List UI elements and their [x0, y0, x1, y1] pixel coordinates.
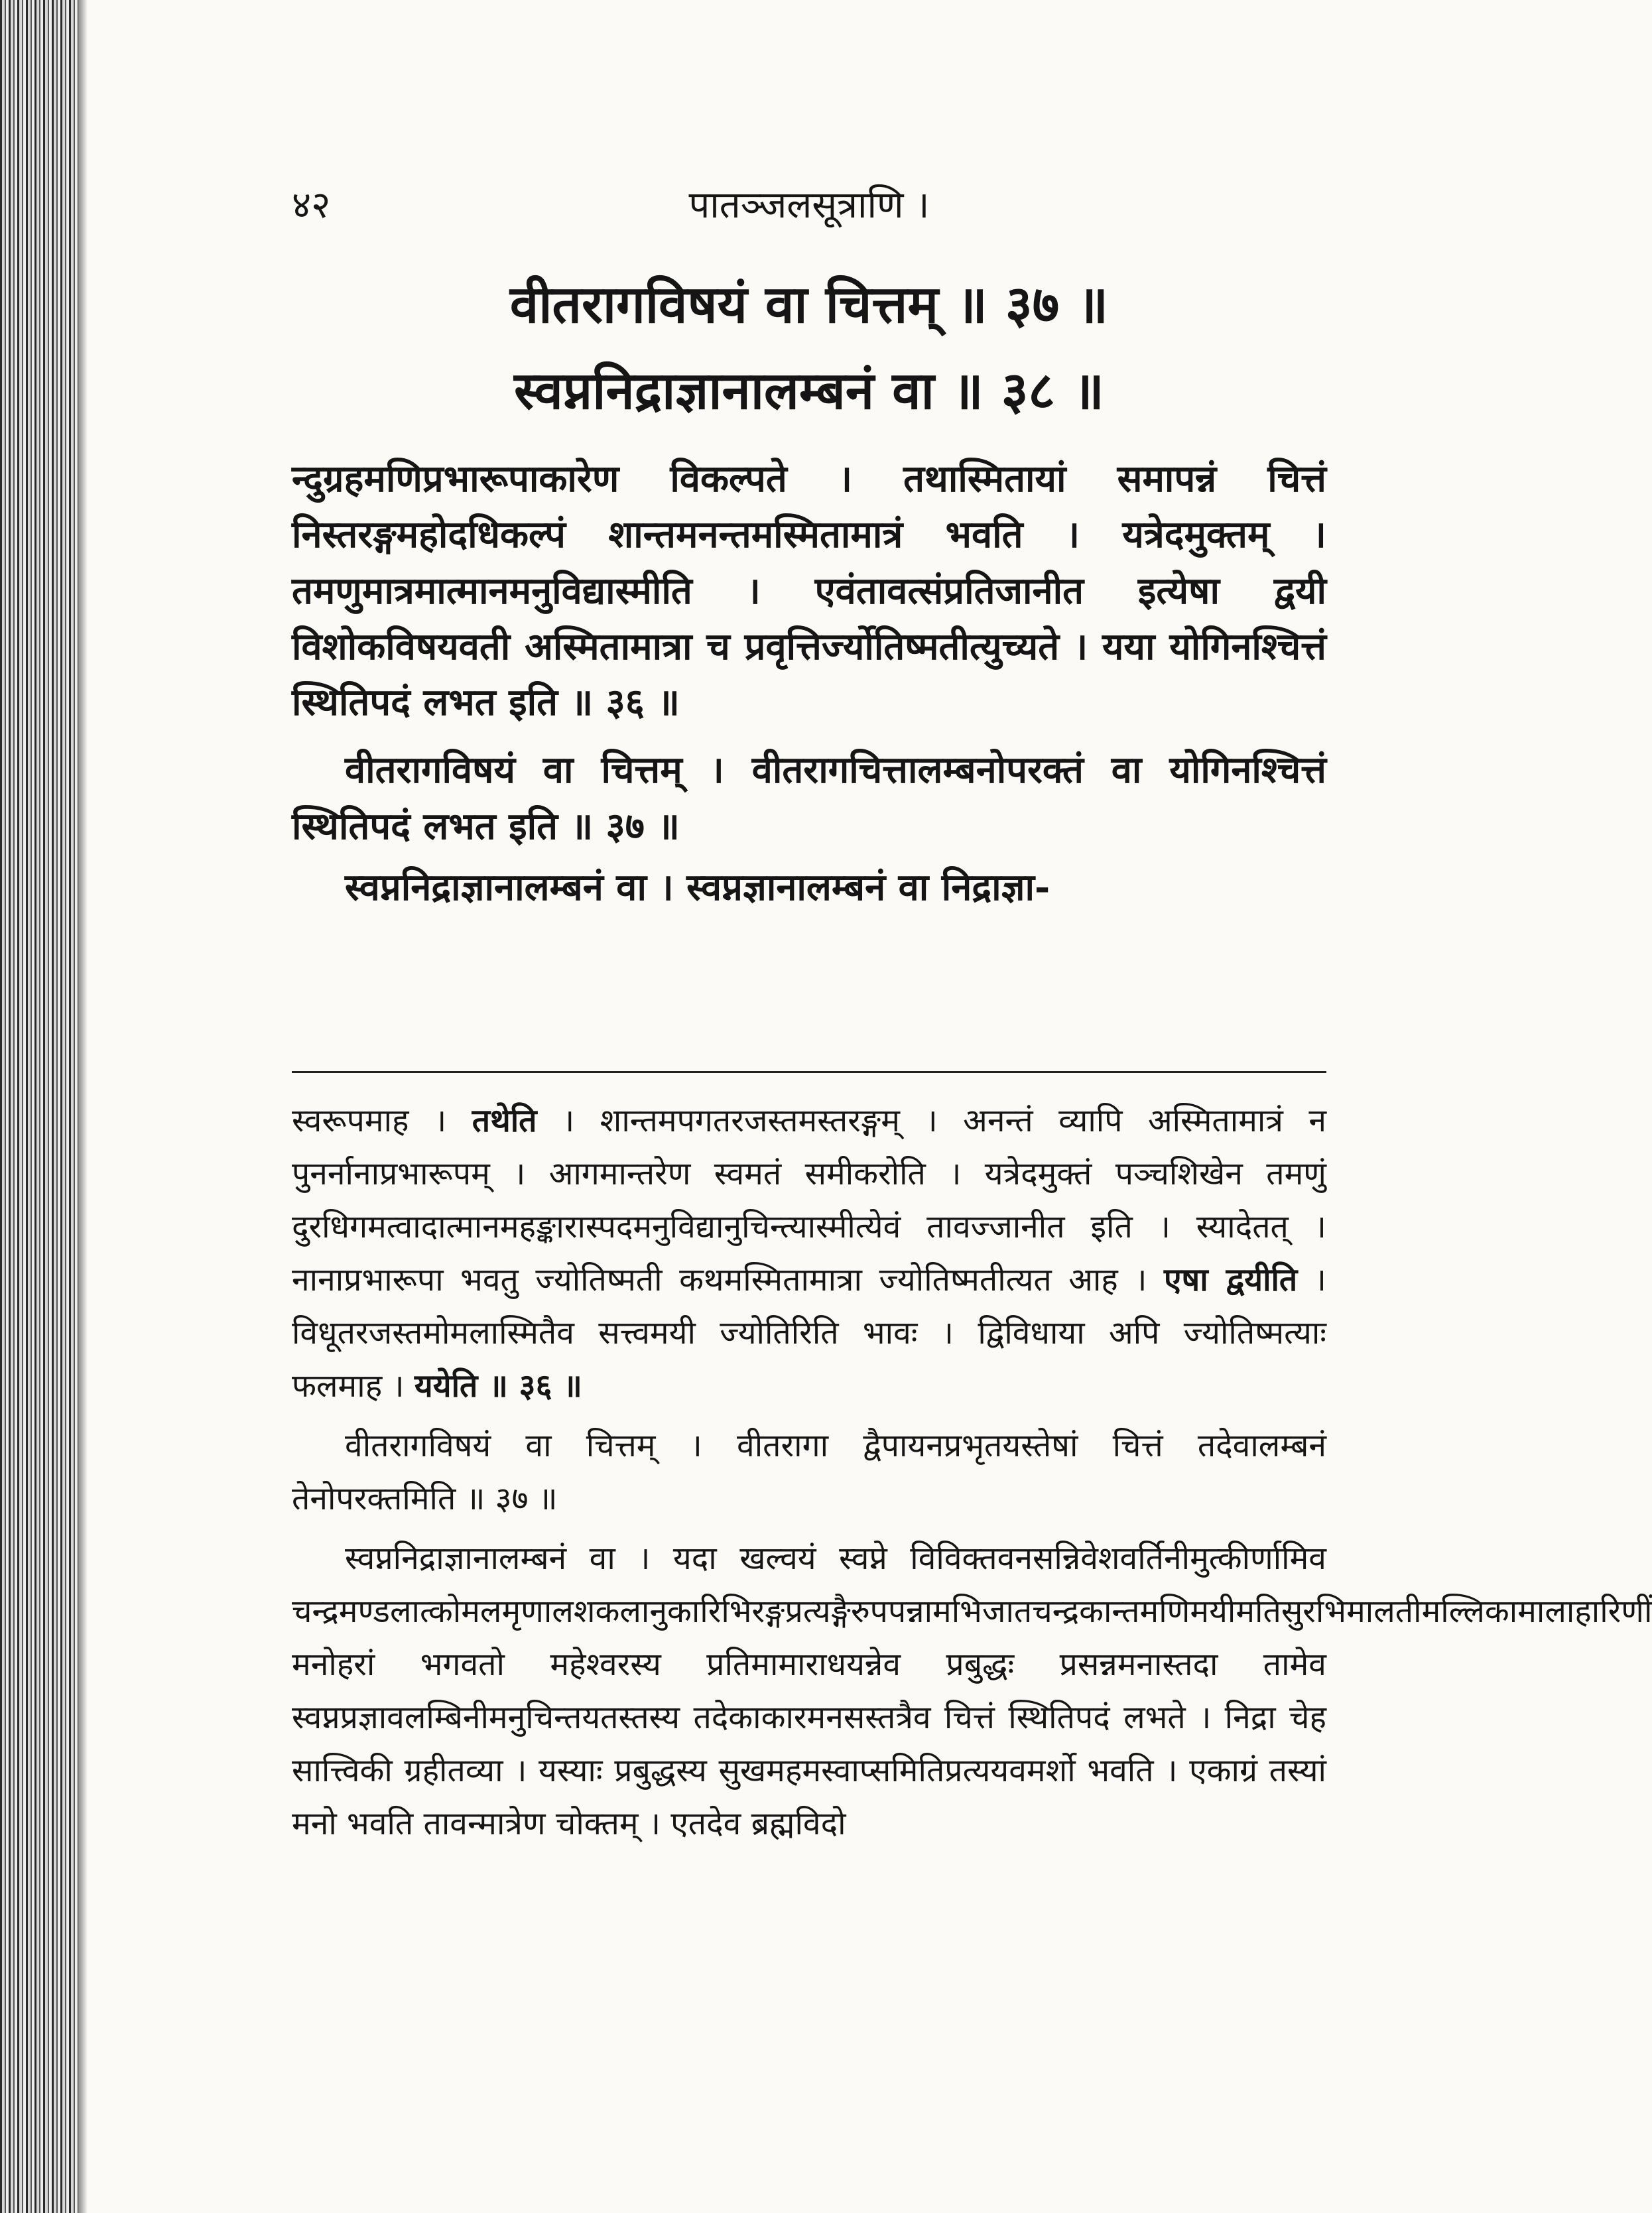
commentary-keyword: एषा द्वयीति: [1163, 1261, 1298, 1298]
page-header: [292, 179, 1326, 232]
commentary-text-segment: स्वरूपमाह ।: [292, 1102, 472, 1139]
commentary-paragraph-36: [292, 1094, 1326, 1413]
commentary-text: [292, 1094, 1652, 1857]
book-page: [292, 0, 1652, 2213]
commentary-keyword: तथेति: [472, 1102, 537, 1139]
sutra-38-heading: स्वप्ननिद्राज्ञानालम्बनं वा ॥ ३८ ॥: [514, 361, 1104, 421]
bhashya-paragraph-38: स्वप्ननिद्राज्ञानालम्बनं वा । स्वप्नज्ञानालम्बनं वा निद्राज्ञा-: [345, 865, 1050, 910]
commentary-paragraph-38: स्वप्ननिद्राज्ञानालम्बनं वा । यदा खल्वयं स्वप्ने विविक्तवनसन्निवेशवर्तिनीमुत्कीर्णामिव चन्द्रमण्डलात्कोमलमृणालशकलानुकारिभिरङ्गप्रत्यङ्गैरुपपन्नामभिजातचन्द्रकान्तमणिमयीमतिसुरभिमालतीमल्लिकामालाहारिणीं मनोहरां भगवतो महेश्वरस्य प्रतिमामाराधयन्नेव प्रबुद्धः प्रसन्नमनास्तदा तामेव स्वप्नप्रज्ञावलम्बिनीमनुचिन्तयतस्तस्य तदेकाकारमनसस्तत्रैव चित्तं स्थितिपदं लभते । निद्रा चेह सात्त्विकी ग्रहीतव्या । यस्याः प्रबुद्धस्य सुखमहमस्वाप्समितिप्रत्ययवमर्शो भवति । एकाग्रं तस्यां मनो भवति तावन्मात्रेण चोक्तम् । एतदेव ब्रह्मविदो: [292, 1540, 1652, 1842]
commentary-paragraph-37: वीतरागविषयं वा चित्तम् । वीतरागा द्वैपायनप्रभृतयस्तेषां चित्तं तदेवालम्बनं तेनोपरक्तमिति ॥ ३७ ॥: [292, 1427, 1326, 1517]
bhashya-paragraph-36: न्दुग्रहमणिप्रभारूपाकारेण विकल्पते । तथास्मितायां समापन्नं चित्तं निस्तरङ्गमहोदधिकल्पं शान्तमनन्तमस्मितामात्रं भवति । यत्रेदमुक्तम् । तमणुमात्रमात्मानमनुविद्यास्मीति । एवंतावत्संप्रतिजानीत इत्येषा द्वयी विशोकविषयवती अस्मितामात्रा च प्रवृत्तिर्ज्योतिष्मतीत्युच्यते । यया योगिनश्चित्तं स्थितिपदं लभत इति ॥ ३६ ॥: [292, 457, 1326, 725]
bhashya-paragraph-37: वीतरागविषयं वा चित्तम् । वीतरागचित्तालम्बनोपरक्तं वा योगिनश्चित्तं स्थितिपदं लभत इति ॥ ३७ ॥: [292, 748, 1326, 848]
commentary-keyword: ययेति ॥ ३६ ॥: [414, 1367, 582, 1405]
commentary-text-segment: । विधूतरजस्तमोमलास्मितैव सत्त्वमयी ज्योतिरिति भावः । द्विविधाया अपि ज्योतिष्मत्याः फलमाह ।: [292, 1261, 1326, 1405]
binding-shadow: [78, 0, 88, 2213]
commentary-text-segment: । शान्तमपगतरजस्तमस्तरङ्गम् । अनन्तं व्यापि अस्मितामात्रं न पुनर्नानाप्रभारूपम् । आगमान्तरेण स्वमतं समीकरोति । यत्रेदमुक्तं पञ्चशिखेन तमणुं दुरधिगमत्वादात्मानमहङ्कारास्पदमनुविद्यानुचिन्त्यास्मीत्येवं तावज्जानीत इति । स्यादेतत् । नानाप्रभारूपा भवतु ज्योतिष्मती कथमस्मितामात्रा ज्योतिष्मतीत्यत आह ।: [292, 1102, 1326, 1298]
footnote-divider: [292, 1071, 1326, 1073]
book-binding-edge: [0, 0, 78, 2213]
page-number: ४२: [292, 184, 331, 227]
bhashya-text: [292, 451, 1326, 920]
sutra-37-heading: वीतरागविषयं वा चित्तम् ॥ ३७ ॥: [509, 275, 1109, 335]
running-title: पातञ्जलसूत्राणि ।: [688, 184, 930, 227]
